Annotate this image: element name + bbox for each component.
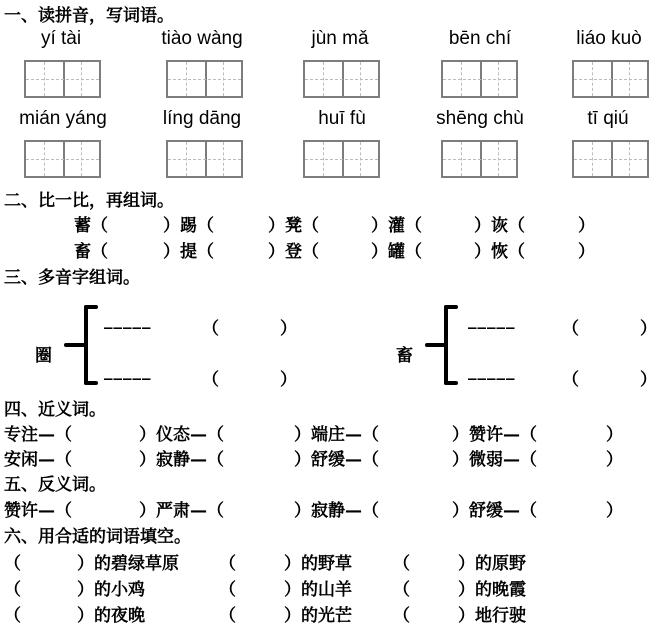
pinyin-1-2: tiào wàng bbox=[161, 28, 243, 49]
pinyin-1-3: jùn mǎ bbox=[311, 28, 369, 49]
fill-item: ）的山羊 bbox=[284, 580, 352, 600]
section3-heading: 三、多音字组词。 bbox=[4, 268, 140, 288]
open-paren: （ bbox=[562, 319, 579, 339]
compare-item: 畜（ bbox=[74, 242, 108, 262]
compare-item: ）登（ bbox=[268, 242, 319, 262]
writing-grid[interactable] bbox=[572, 60, 649, 98]
fill-paren: （ bbox=[393, 554, 410, 574]
synonym-item: ） bbox=[606, 450, 623, 470]
pinyin-2-4: shēng chù bbox=[436, 108, 524, 129]
synonym-item: ）赞许—（ bbox=[452, 425, 537, 445]
fill-item: ）的原野 bbox=[458, 554, 526, 574]
fill-item: ）的夜晚 bbox=[77, 606, 145, 626]
fill-paren: （ bbox=[219, 554, 236, 574]
polyphone-char-left: 圈 bbox=[35, 346, 52, 366]
section2-heading: 二、比一比，再组词。 bbox=[4, 191, 174, 211]
antonym-item: ）严肃—（ bbox=[139, 501, 224, 521]
blank-line[interactable]: _____ bbox=[468, 361, 516, 381]
fill-paren: （ bbox=[393, 606, 410, 626]
pinyin-1-4: bēn chí bbox=[448, 28, 512, 49]
section4-heading: 四、近义词。 bbox=[4, 400, 106, 420]
fill-item: ）的小鸡 bbox=[77, 580, 145, 600]
compare-item: ） bbox=[578, 216, 595, 236]
writing-grid[interactable] bbox=[441, 60, 518, 98]
fill-item: ）的光芒 bbox=[284, 606, 352, 626]
antonym-item: ）寂静—（ bbox=[294, 501, 379, 521]
synonym-item: 专注—（ bbox=[4, 425, 72, 445]
writing-grid[interactable] bbox=[24, 140, 101, 178]
compare-item: ）提（ bbox=[163, 242, 214, 262]
polyphone-char-right: 畜 bbox=[396, 346, 413, 366]
section6-heading: 六、用合适的词语填空。 bbox=[4, 527, 191, 547]
antonym-item: ） bbox=[606, 501, 623, 521]
writing-grid[interactable] bbox=[303, 140, 380, 178]
compare-item: ）罐（ bbox=[371, 242, 422, 262]
synonym-item: 安闲—（ bbox=[4, 450, 72, 470]
compare-item: ）灌（ bbox=[371, 216, 422, 236]
pinyin-2-1: mián yáng bbox=[19, 108, 107, 129]
compare-item: ） bbox=[578, 242, 595, 262]
writing-grid[interactable] bbox=[24, 60, 101, 98]
fill-item: ）的晚霞 bbox=[458, 580, 526, 600]
antonym-item: 赞许—（ bbox=[4, 501, 72, 521]
open-paren: （ bbox=[202, 370, 219, 390]
synonym-item: ）端庄—（ bbox=[294, 425, 379, 445]
fill-item: ）的野草 bbox=[284, 554, 352, 574]
polyphone-brackets bbox=[0, 290, 660, 395]
antonym-item: ）舒缓—（ bbox=[452, 501, 537, 521]
fill-item: ）的碧绿草原 bbox=[77, 554, 179, 574]
blank-line[interactable]: _____ bbox=[104, 361, 152, 381]
fill-paren: （ bbox=[219, 580, 236, 600]
compare-item: ）恢（ bbox=[474, 242, 525, 262]
compare-item: 蓄（ bbox=[74, 216, 108, 236]
close-paren: ） bbox=[640, 370, 657, 390]
writing-grid[interactable] bbox=[303, 60, 380, 98]
fill-paren: （ bbox=[393, 580, 410, 600]
fill-paren: （ bbox=[4, 554, 21, 574]
synonym-item: ）寂静—（ bbox=[139, 450, 224, 470]
blank-line[interactable]: _____ bbox=[104, 310, 152, 330]
writing-grid[interactable] bbox=[441, 140, 518, 178]
writing-grid[interactable] bbox=[572, 140, 649, 178]
compare-item: ）踢（ bbox=[163, 216, 214, 236]
writing-grid[interactable] bbox=[166, 140, 243, 178]
pinyin-1-1: yí tài bbox=[40, 28, 82, 49]
synonym-item: ） bbox=[606, 425, 623, 445]
synonym-item: ）舒缓—（ bbox=[294, 450, 379, 470]
pinyin-2-2: líng dāng bbox=[162, 108, 242, 129]
synonym-item: ）微弱—（ bbox=[452, 450, 537, 470]
open-paren: （ bbox=[202, 319, 219, 339]
close-paren: ） bbox=[280, 319, 297, 339]
section5-heading: 五、反义词。 bbox=[4, 475, 106, 495]
fill-paren: （ bbox=[219, 606, 236, 626]
open-paren: （ bbox=[562, 370, 579, 390]
fill-item: ）地行驶 bbox=[458, 606, 526, 626]
fill-paren: （ bbox=[4, 580, 21, 600]
pinyin-2-5: tī qiú bbox=[587, 108, 629, 129]
close-paren: ） bbox=[640, 319, 657, 339]
pinyin-1-5: liáo kuò bbox=[576, 28, 642, 49]
synonym-item: ）仪态—（ bbox=[139, 425, 224, 445]
writing-grid[interactable] bbox=[166, 60, 243, 98]
section1-heading: 一、读拼音，写词语。 bbox=[4, 6, 174, 26]
compare-item: ）诙（ bbox=[474, 216, 525, 236]
fill-paren: （ bbox=[4, 606, 21, 626]
blank-line[interactable]: _____ bbox=[468, 310, 516, 330]
close-paren: ） bbox=[280, 370, 297, 390]
compare-item: ）凳（ bbox=[268, 216, 319, 236]
pinyin-2-3: huī fù bbox=[318, 108, 366, 129]
